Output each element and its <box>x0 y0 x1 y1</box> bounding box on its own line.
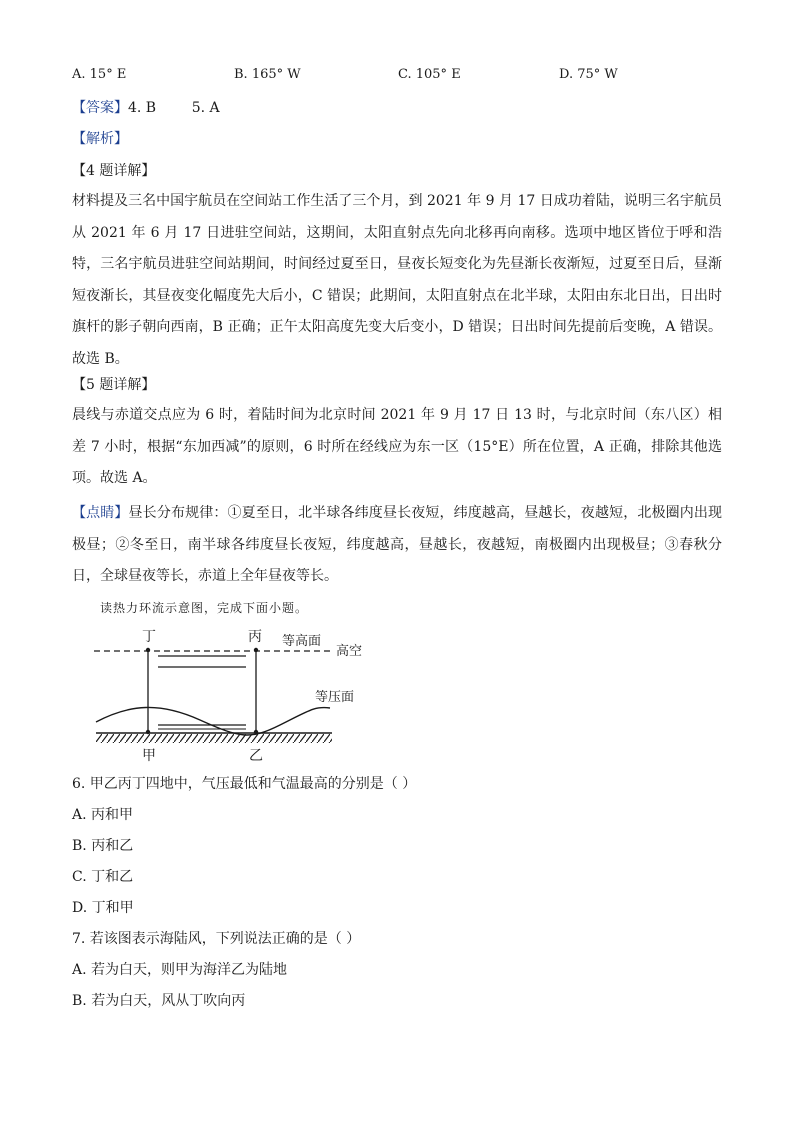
q5-detail-heading: 【5 题详解】 <box>72 377 156 393</box>
isobar-curve <box>96 707 330 735</box>
q6-option-a: A. 丙和甲 <box>72 807 134 823</box>
q4-detail-heading: 【4 题详解】 <box>72 163 156 179</box>
tip-paragraph <box>72 498 722 593</box>
q6-option-b: B. 丙和乙 <box>72 838 134 854</box>
prev-option-a: A. 15° E <box>72 67 127 82</box>
label-bing: 丙 <box>248 629 262 645</box>
prev-option-d: D. 75° W <box>559 67 618 82</box>
tip-tag: 【点睛】 <box>72 505 129 521</box>
point-bing <box>254 648 258 652</box>
label-isoheight: 等高面 <box>282 634 322 649</box>
tip-text: 昼长分布规律：①夏至日，北半球各纬度昼长夜短，纬度越高，昼越长，夜越短，北极圈内出现极昼；②冬至日，南半球各纬度昼长夜短，纬度越高，昼越长，夜越短，南极圈内出现极昼；③春秋分日，全球昼夜等长，赤道上全年昼夜等长。 <box>72 505 723 584</box>
label-yi: 乙 <box>249 748 263 764</box>
point-jia <box>146 730 150 734</box>
label-high-altitude: 高空 <box>336 644 363 659</box>
q7-stem: 7. 若该图表示海陆风，下列说法正确的是（ ） <box>72 931 361 947</box>
label-ding: 丁 <box>142 629 156 645</box>
q6-option-c: C. 丁和乙 <box>72 869 134 885</box>
q6-stem: 6. 甲乙丙丁四地中，气压最低和气温最高的分别是（ ） <box>72 776 417 792</box>
thermal-circulation-diagram <box>90 622 380 768</box>
q7-option-a: A. 若为白天，则甲为海洋乙为陆地 <box>72 962 288 978</box>
answer-line <box>72 98 220 118</box>
analysis-tag: 【解析】 <box>72 131 128 147</box>
label-jia: 甲 <box>142 748 156 764</box>
q4-detail-text: 材料提及三名中国宇航员在空间站工作生活了三个月，到 2021 年 9 月 17 日成功着陆，说明三名宇航员从 2021 年 6 月 17 日进驻空间站，这期间，太阳直射点先向北移再向南移。选项中地区皆位于呼和浩特，三名宇航员进驻空间站期间，时间经过夏至日，昼夜长短变化为先昼渐长夜渐短，过夏至日后，昼渐短夜渐长，其昼夜变化幅度先大后小，C 错误；此期间，太阳直射点在北半球，太阳由东北日出，日出时旗杆的影子朝向西南，B 正确；正午太阳高度先变大后变小，D 错误；日出时间先提前后变晚，A 错误。故选 B。 <box>72 193 722 367</box>
answer-text: 4. B 5. A <box>128 100 220 116</box>
point-ding <box>146 648 150 652</box>
ground-hatch <box>96 734 332 743</box>
q7-option-b: B. 若为白天，风从丁吹向丙 <box>72 993 246 1009</box>
label-isobar: 等压面 <box>315 690 355 705</box>
prev-option-b: B. 165° W <box>234 67 301 82</box>
q6-option-d: D. 丁和甲 <box>72 900 134 916</box>
figure-intro: 读热力环流示意图，完成下面小题。 <box>100 601 309 615</box>
q5-detail-text: 晨线与赤道交点应为 6 时，着陆时间为北京时间 2021 年 9 月 17 日 13 时，与北京时间（东八区）相差 7 小时，根据“东加西减”的原则，6 时所在经线应为东一区（15°E）所在位置，A 正确，排除其他选项。故选 A。 <box>72 407 722 486</box>
answer-tag: 【答案】 <box>72 100 128 116</box>
prev-option-c: C. 105° E <box>398 67 461 82</box>
